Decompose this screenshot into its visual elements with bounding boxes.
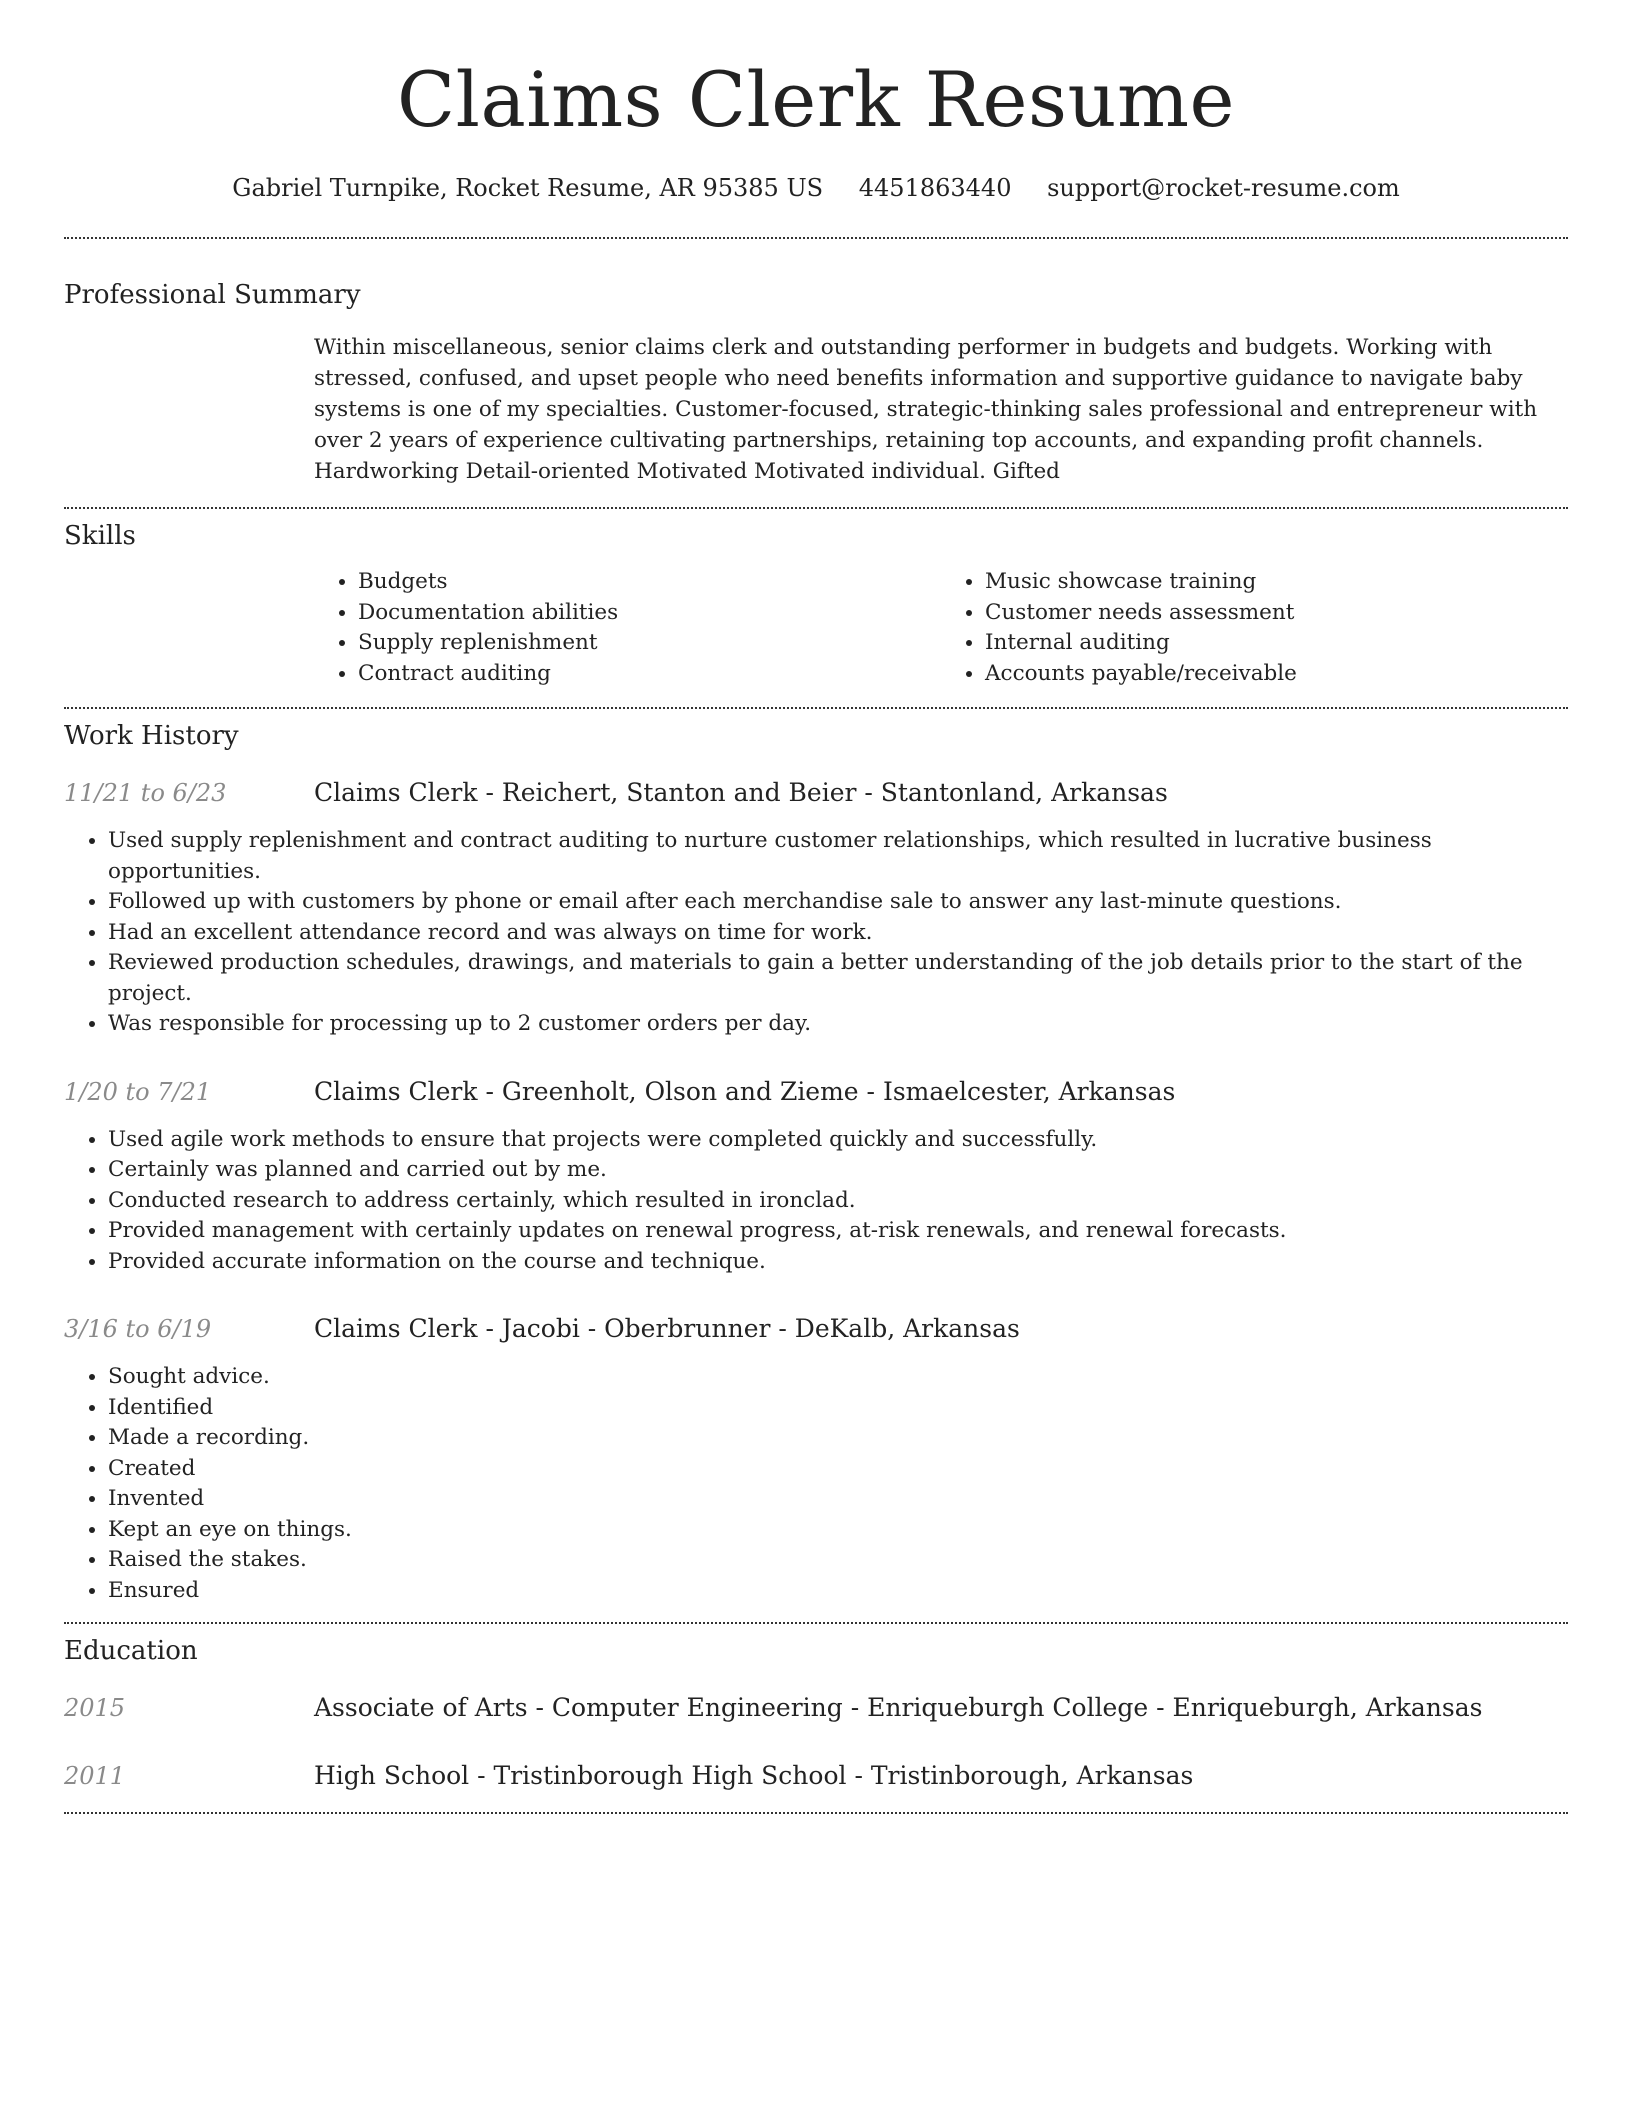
job-bullet: • Used supply replenishment and contract auditing to nurture customer relationships, which resulted in lucrative business opportunities. (108, 826, 1568, 887)
skill-item: • Internal auditing (985, 628, 1568, 659)
education-entry (64, 1692, 1568, 1724)
job-entry (64, 777, 1568, 1040)
job-title: Claims Clerk - Jacobi - Oberbrunner - DeKalb, Arkansas (314, 1314, 1020, 1343)
summary-heading: Professional Summary (64, 280, 361, 310)
job-entry (64, 1313, 1568, 1606)
job-bullet: • Invented (108, 1484, 1568, 1515)
education-section (64, 1624, 1568, 1792)
job-bullet: • Was responsible for processing up to 2 customer orders per day. (108, 1009, 1568, 1040)
skills-section (64, 509, 1568, 689)
work-section (64, 709, 1568, 1606)
resume-page (64, 0, 1568, 1814)
job-title: Claims Clerk - Greenholt, Olson and Zieme - Ismaelcester, Arkansas (314, 1076, 1176, 1106)
skill-item: • Budgets (358, 567, 941, 598)
job-bullet: • Conducted research to address certainly, which resulted in ironclad. (108, 1186, 1568, 1217)
job-header (64, 777, 1568, 809)
job-bullet: • Had an excellent attendance record and was always on time for work. (108, 918, 1568, 949)
skills-grid (314, 567, 1568, 689)
job-bullet: • Kept an eye on things. (108, 1515, 1568, 1546)
skill-item: • Accounts payable/receivable (985, 659, 1568, 690)
job-bullets (64, 1362, 1568, 1606)
skill-item: • Supply replenishment (358, 628, 941, 659)
contact-email: support@rocket-resume.com (1047, 174, 1400, 202)
education-year: 2015 (64, 1694, 126, 1722)
skill-item: • Customer needs assessment (985, 598, 1568, 629)
contact-address: Gabriel Turnpike, Rocket Resume, AR 95385 US (232, 174, 824, 202)
job-bullet: • Provided accurate information on the course and technique. (108, 1247, 1568, 1278)
summary-section (64, 239, 1568, 487)
job-bullet: • Ensured (108, 1576, 1568, 1607)
job-bullet: • Provided management with certainly updates on renewal progress, at-risk renewals, and renewal forecasts. (108, 1216, 1568, 1247)
skills-list-right (941, 567, 1568, 689)
job-bullet: • Followed up with customers by phone or email after each merchandise sale to answer any last-minute questions. (108, 887, 1568, 918)
job-bullet: • Reviewed production schedules, drawings, and materials to gain a better understanding of the job details prior to the start of the project. (108, 948, 1568, 1009)
education-title: Associate of Arts - Computer Engineering - Enriqueburgh College - Enriqueburgh, Arkansas (314, 1693, 1483, 1722)
contact-phone: 4451863440 (858, 174, 1012, 202)
job-bullet: • Raised the stakes. (108, 1545, 1568, 1576)
education-entry (64, 1760, 1568, 1792)
education-year: 2011 (64, 1762, 126, 1790)
job-dates: 11/21 to 6/23 (64, 779, 227, 807)
education-title: High School - Tristinborough High School - Tristinborough, Arkansas (314, 1761, 1194, 1790)
divider (64, 1812, 1568, 1814)
job-bullet: • Used agile work methods to ensure that projects were completed quickly and successfully. (108, 1125, 1568, 1156)
job-bullet: • Made a recording. (108, 1423, 1568, 1454)
job-entry (64, 1076, 1568, 1278)
job-bullet: • Created (108, 1454, 1568, 1485)
job-bullets (64, 826, 1568, 1040)
job-header (64, 1076, 1568, 1108)
skill-item: • Contract auditing (358, 659, 941, 690)
contact-line (64, 172, 1568, 204)
job-bullet: • Sought advice. (108, 1362, 1568, 1393)
skill-item: • Documentation abilities (358, 598, 941, 629)
job-title: Claims Clerk - Reichert, Stanton and Beier - Stantonland, Arkansas (314, 778, 1168, 807)
summary-text: Within miscellaneous, senior claims clerk and outstanding performer in budgets and budgets. Working with stressed, confused, and upset people who need benefits information and supportive guidance to navigate baby systems is one of my specialties. Customer-focused, strategic-thinking sales professional and entrepreneur with over 2 years of experience cultivating partnerships, retaining top accounts, and expanding profit channels. Hardworking Detail-oriented Motivated Motivated individual. Gifted (314, 335, 1538, 484)
skills-heading: Skills (64, 521, 136, 551)
resume-title: Claims Clerk Resume (397, 55, 1235, 144)
job-bullet: • Identified (108, 1393, 1568, 1424)
job-bullets (64, 1125, 1568, 1278)
job-header (64, 1313, 1568, 1345)
skills-list-left (314, 567, 941, 689)
skill-item: • Music showcase training (985, 567, 1568, 598)
work-heading: Work History (64, 721, 239, 751)
job-bullet: • Certainly was planned and carried out by me. (108, 1155, 1568, 1186)
job-dates: 3/16 to 6/19 (64, 1315, 212, 1343)
education-heading: Education (64, 1636, 198, 1666)
job-dates: 1/20 to 7/21 (64, 1077, 212, 1106)
